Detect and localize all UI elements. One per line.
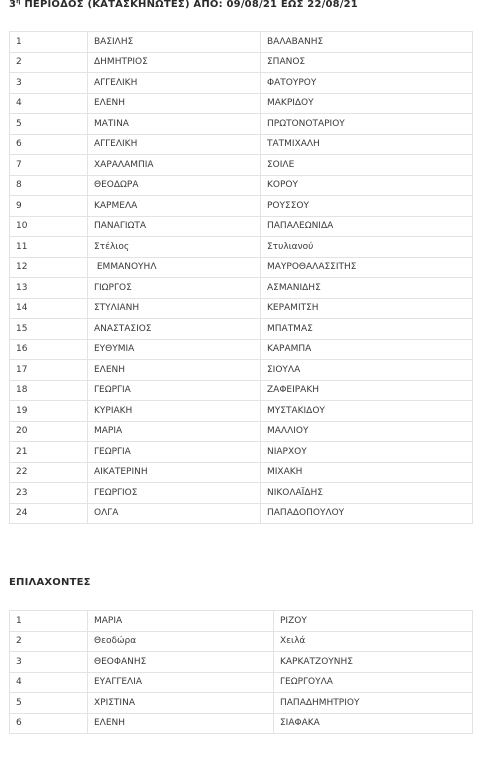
first-name: ΑΓΓΕΛΙΚΗ [88,73,261,94]
last-name: ΠΑΠΑΔΗΜΗΤΡΙΟΥ [274,693,473,714]
last-name: ΤΑΤΜΙΧΑΛΗ [261,134,473,155]
last-name: ΣΟΙΛΕ [261,155,473,176]
row-number: 12 [10,257,88,278]
waitlist-row [10,652,473,673]
participant-row [10,257,473,278]
last-name: ΜΑΥΡΟΘΑΛΑΣΣΙΤΗΣ [261,257,473,278]
waitlist-row [10,672,473,693]
row-number: 11 [10,237,88,258]
row-number: 19 [10,401,88,422]
first-name: ΓΙΩΡΓΟΣ [88,278,261,299]
first-name: ΧΡΙΣΤΙΝΑ [88,693,274,714]
participant-row [10,503,473,524]
row-number: 17 [10,360,88,381]
row-number: 16 [10,339,88,360]
participant-row [10,421,473,442]
last-name: ΜΥΣΤΑΚΙΔΟΥ [261,401,473,422]
participant-row [10,319,473,340]
row-number: 3 [10,73,88,94]
waitlist-title: ΕΠΙΛΑΧΟΝΤΕΣ [9,577,91,588]
first-name: ΑΙΚΑΤΕΡΙΝΗ [88,462,261,483]
participant-row [10,237,473,258]
row-number: 2 [10,631,88,652]
participant-row [10,380,473,401]
participant-row [10,32,473,53]
waitlist-table [9,610,473,734]
row-number: 4 [10,672,88,693]
waitlist-row [10,713,473,734]
first-name: ΕΛΕΝΗ [88,360,261,381]
first-name: ΣΤΥΛΙΑΝΗ [88,298,261,319]
row-number: 4 [10,93,88,114]
row-number: 13 [10,278,88,299]
last-name: ΠΡΩΤΟΝΟΤΑΡΙΟΥ [261,114,473,135]
last-name: ΓΕΩΡΓΟΥΛΑ [274,672,473,693]
participants-table-body [10,32,473,524]
first-name: ΟΛΓΑ [88,503,261,524]
first-name: ΕΥΑΓΓΕΛΙΑ [88,672,274,693]
row-number: 2 [10,52,88,73]
participant-row [10,73,473,94]
last-name: ΦΑΤΟΥΡΟΥ [261,73,473,94]
first-name: ΠΑΝΑΓΙΩΤΑ [88,216,261,237]
participant-row [10,216,473,237]
first-name: ΕΛΕΝΗ [88,93,261,114]
row-number: 21 [10,442,88,463]
row-number: 5 [10,114,88,135]
last-name: ΚΟΡΟΥ [261,175,473,196]
participant-row [10,339,473,360]
participant-row [10,52,473,73]
first-name: ΧΑΡΑΛΑΜΠΙΑ [88,155,261,176]
last-name: ΣΙΟΥΛΑ [261,360,473,381]
last-name: ΜΑΚΡΙΔΟΥ [261,93,473,114]
row-number: 14 [10,298,88,319]
participants-table [9,31,473,524]
first-name: ΑΝΑΣΤΑΣΙΟΣ [88,319,261,340]
last-name: Χειλά [274,631,473,652]
row-number: 7 [10,155,88,176]
last-name: ΚΑΡΑΜΠΑ [261,339,473,360]
last-name: ΣΙΑΦΑΚΑ [274,713,473,734]
participant-row [10,196,473,217]
row-number: 3 [10,652,88,673]
participant-row [10,175,473,196]
last-name: ΝΙΑΡΧΟΥ [261,442,473,463]
last-name: ΚΕΡΑΜΙΤΣΗ [261,298,473,319]
title-text: ΠΕΡΙΟΔΟΣ (ΚΑΤΑΣΚΗΝΩΤΕΣ) ΑΠΟ: 09/08/21 ΕΩΣ 22/08/21 [20,0,358,10]
row-number: 1 [10,32,88,53]
participant-row [10,360,473,381]
last-name: Στυλιανού [261,237,473,258]
row-number: 5 [10,693,88,714]
last-name: ΖΑΦΕΙΡΑΚΗ [261,380,473,401]
title-superscript: η [16,0,21,5]
participant-row [10,134,473,155]
first-name: ΓΕΩΡΓΙΑ [88,442,261,463]
first-name: ΜΑΡΙΑ [88,421,261,442]
participant-row [10,155,473,176]
row-number: 10 [10,216,88,237]
last-name: ΜΠΑΤΜΑΣ [261,319,473,340]
participant-row [10,114,473,135]
waitlist-row [10,693,473,714]
row-number: 24 [10,503,88,524]
first-name: ΓΕΩΡΓΙΑ [88,380,261,401]
waitlist-row [10,611,473,632]
row-number: 18 [10,380,88,401]
row-number: 9 [10,196,88,217]
last-name: ΠΑΠΑΔΟΠΟΥΛΟΥ [261,503,473,524]
first-name: ΕΥΘΥΜΙΑ [88,339,261,360]
last-name: ΡΙΖΟΥ [274,611,473,632]
first-name: ΔΗΜΗΤΡΙΟΣ [88,52,261,73]
row-number: 6 [10,713,88,734]
participant-row [10,93,473,114]
last-name: ΒΑΛΑΒΑΝΗΣ [261,32,473,53]
row-number: 6 [10,134,88,155]
participant-row [10,483,473,504]
row-number: 23 [10,483,88,504]
waitlist-row [10,631,473,652]
row-number: 20 [10,421,88,442]
participant-row [10,442,473,463]
row-number: 15 [10,319,88,340]
first-name: ΘΕΟΦΑΝΗΣ [88,652,274,673]
participant-row [10,298,473,319]
waitlist-table-body [10,611,473,734]
participant-row [10,278,473,299]
first-name: ΒΑΣΙΛΗΣ [88,32,261,53]
first-name: ΚΑΡΜΕΛΑ [88,196,261,217]
participant-row [10,462,473,483]
last-name: ΡΟΥΣΣΟΥ [261,196,473,217]
row-number: 22 [10,462,88,483]
row-number: 8 [10,175,88,196]
last-name: ΣΠΑΝΟΣ [261,52,473,73]
first-name: ΜΑΡΙΑ [88,611,274,632]
first-name: ΓΕΩΡΓΙΟΣ [88,483,261,504]
first-name: ΕΜΜΑΝΟΥΗΛ [88,257,261,278]
first-name: ΑΓΓΕΛΙΚΗ [88,134,261,155]
first-name: ΚΥΡΙΑΚΗ [88,401,261,422]
last-name: ΜΙΧΑΚΗ [261,462,473,483]
first-name: Θεοδώρα [88,631,274,652]
first-name: ΕΛΕΝΗ [88,713,274,734]
last-name: ΚΑΡΚΑΤΖΟΥΝΗΣ [274,652,473,673]
page-title [9,0,358,10]
first-name: ΜΑΤΙΝΑ [88,114,261,135]
participant-row [10,401,473,422]
last-name: ΑΣΜΑΝΙΔΗΣ [261,278,473,299]
row-number: 1 [10,611,88,632]
last-name: ΝΙΚΟΛΑΪΔΗΣ [261,483,473,504]
last-name: ΠΑΠΑΛΕΩΝΙΔΑ [261,216,473,237]
first-name: ΘΕΟΔΩΡΑ [88,175,261,196]
first-name: Στέλιος [88,237,261,258]
title-number: 3 [9,0,17,10]
last-name: ΜΑΛΛΙΟΥ [261,421,473,442]
